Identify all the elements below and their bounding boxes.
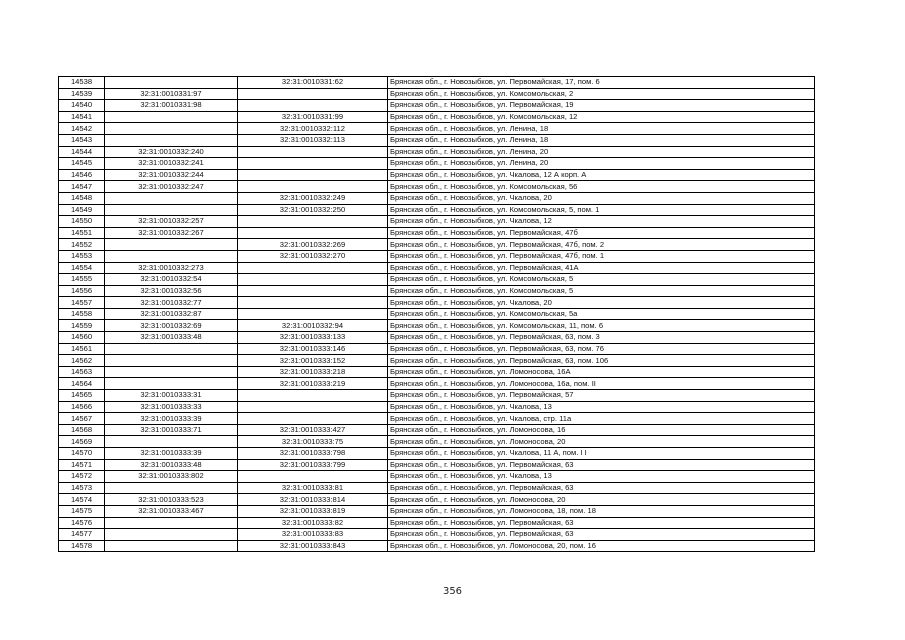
object-cadastral-number-cell bbox=[238, 88, 388, 100]
cadastral-number-cell: 32:31:0010332:56 bbox=[105, 285, 238, 297]
address-cell: Брянская обл., г. Новозыбков, ул. Первомайская, 47б, пом. 2 bbox=[388, 239, 815, 251]
address-cell: Брянская обл., г. Новозыбков, ул. Первомайская, 41А bbox=[388, 262, 815, 274]
address-cell: Брянская обл., г. Новозыбков, ул. Комсомольская, 5, пом. 1 bbox=[388, 204, 815, 216]
cadastral-number-cell: 32:31:0010333:33 bbox=[105, 401, 238, 413]
address-cell: Брянская обл., г. Новозыбков, ул. Первомайская, 63 bbox=[388, 482, 815, 494]
table-row bbox=[59, 88, 815, 100]
row-number-cell: 14576 bbox=[59, 517, 105, 529]
address-cell: Брянская обл., г. Новозыбков, ул. Первомайская, 19 bbox=[388, 100, 815, 112]
object-cadastral-number-cell bbox=[238, 413, 388, 425]
table-row bbox=[59, 540, 815, 552]
table-row bbox=[59, 111, 815, 123]
cadastral-number-cell: 32:31:0010332:87 bbox=[105, 308, 238, 320]
cadastral-number-cell: 32:31:0010332:54 bbox=[105, 274, 238, 286]
table-row bbox=[59, 332, 815, 344]
cadastral-number-cell bbox=[105, 134, 238, 146]
object-cadastral-number-cell: 32:31:0010333:218 bbox=[238, 366, 388, 378]
table-row bbox=[59, 378, 815, 390]
table-row bbox=[59, 471, 815, 483]
table-row bbox=[59, 285, 815, 297]
row-number-cell: 14552 bbox=[59, 239, 105, 251]
cadastral-number-cell: 32:31:0010333:48 bbox=[105, 459, 238, 471]
row-number-cell: 14557 bbox=[59, 297, 105, 309]
address-cell: Брянская обл., г. Новозыбков, ул. Ленина, 20 bbox=[388, 158, 815, 170]
address-cell: Брянская обл., г. Новозыбков, ул. Первомайская, 63, пом. 106 bbox=[388, 355, 815, 367]
row-number-cell: 14549 bbox=[59, 204, 105, 216]
cadastral-number-cell: 32:31:0010332:69 bbox=[105, 320, 238, 332]
table-row bbox=[59, 192, 815, 204]
object-cadastral-number-cell: 32:31:0010333:427 bbox=[238, 424, 388, 436]
cadastral-number-cell: 32:31:0010333:802 bbox=[105, 471, 238, 483]
object-cadastral-number-cell bbox=[238, 285, 388, 297]
object-cadastral-number-cell: 32:31:0010333:146 bbox=[238, 343, 388, 355]
address-cell: Брянская обл., г. Новозыбков, ул. Ленина, 18 bbox=[388, 123, 815, 135]
cadastral-number-cell: 32:31:0010332:241 bbox=[105, 158, 238, 170]
row-number-cell: 14548 bbox=[59, 192, 105, 204]
cadastral-number-cell: 32:31:0010332:77 bbox=[105, 297, 238, 309]
object-cadastral-number-cell: 32:31:0010332:249 bbox=[238, 192, 388, 204]
table-row bbox=[59, 436, 815, 448]
table-row bbox=[59, 505, 815, 517]
row-number-cell: 14538 bbox=[59, 77, 105, 89]
address-cell: Брянская обл., г. Новозыбков, ул. Ломоносова, 16а, пом. II bbox=[388, 378, 815, 390]
table-row bbox=[59, 250, 815, 262]
address-cell: Брянская обл., г. Новозыбков, ул. Ломоносова, 18, пом. 18 bbox=[388, 505, 815, 517]
object-cadastral-number-cell bbox=[238, 181, 388, 193]
row-number-cell: 14569 bbox=[59, 436, 105, 448]
object-cadastral-number-cell bbox=[238, 274, 388, 286]
cadastral-number-cell: 32:31:0010332:257 bbox=[105, 216, 238, 228]
address-cell: Брянская обл., г. Новозыбков, ул. Комсомольская, 2 bbox=[388, 88, 815, 100]
table-row bbox=[59, 262, 815, 274]
row-number-cell: 14564 bbox=[59, 378, 105, 390]
table-row bbox=[59, 274, 815, 286]
object-cadastral-number-cell: 32:31:0010332:94 bbox=[238, 320, 388, 332]
cadastral-number-cell: 32:31:0010332:244 bbox=[105, 169, 238, 181]
object-cadastral-number-cell bbox=[238, 401, 388, 413]
table-row bbox=[59, 355, 815, 367]
row-number-cell: 14573 bbox=[59, 482, 105, 494]
row-number-cell: 14572 bbox=[59, 471, 105, 483]
row-number-cell: 14577 bbox=[59, 529, 105, 541]
table-row bbox=[59, 424, 815, 436]
object-cadastral-number-cell bbox=[238, 169, 388, 181]
row-number-cell: 14551 bbox=[59, 227, 105, 239]
cadastral-number-cell: 32:31:0010333:31 bbox=[105, 390, 238, 402]
address-cell: Брянская обл., г. Новозыбков, ул. Чкалова, 20 bbox=[388, 297, 815, 309]
cadastral-number-cell bbox=[105, 355, 238, 367]
cadastral-number-cell bbox=[105, 204, 238, 216]
address-cell: Брянская обл., г. Новозыбков, ул. Чкалова, стр. 11а bbox=[388, 413, 815, 425]
table-row bbox=[59, 517, 815, 529]
cadastral-number-cell bbox=[105, 529, 238, 541]
address-cell: Брянская обл., г. Новозыбков, ул. Ленина, 18 bbox=[388, 134, 815, 146]
row-number-cell: 14541 bbox=[59, 111, 105, 123]
object-cadastral-number-cell: 32:31:0010333:152 bbox=[238, 355, 388, 367]
object-cadastral-number-cell bbox=[238, 308, 388, 320]
table-row bbox=[59, 239, 815, 251]
cadastral-number-cell bbox=[105, 111, 238, 123]
table-row bbox=[59, 390, 815, 402]
address-cell: Брянская обл., г. Новозыбков, ул. Первомайская, 63, пом. 76 bbox=[388, 343, 815, 355]
address-cell: Брянская обл., г. Новозыбков, ул. Комсомольская, 56 bbox=[388, 181, 815, 193]
page-number: 356 bbox=[442, 586, 463, 597]
row-number-cell: 14558 bbox=[59, 308, 105, 320]
row-number-cell: 14554 bbox=[59, 262, 105, 274]
cadastral-number-cell bbox=[105, 123, 238, 135]
table-row bbox=[59, 181, 815, 193]
table-row bbox=[59, 343, 815, 355]
cadastral-number-cell: 32:31:0010332:267 bbox=[105, 227, 238, 239]
address-cell: Брянская обл., г. Новозыбков, ул. Ломоносова, 20 bbox=[388, 436, 815, 448]
address-cell: Брянская обл., г. Новозыбков, ул. Первомайская, 63 bbox=[388, 459, 815, 471]
table-row bbox=[59, 401, 815, 413]
row-number-cell: 14544 bbox=[59, 146, 105, 158]
address-cell: Брянская обл., г. Новозыбков, ул. Первомайская, 63, пом. 3 bbox=[388, 332, 815, 344]
row-number-cell: 14563 bbox=[59, 366, 105, 378]
object-cadastral-number-cell: 32:31:0010332:269 bbox=[238, 239, 388, 251]
object-cadastral-number-cell: 32:31:0010331:62 bbox=[238, 77, 388, 89]
row-number-cell: 14550 bbox=[59, 216, 105, 228]
address-cell: Брянская обл., г. Новозыбков, ул. Чкалова, 12 А корп. А bbox=[388, 169, 815, 181]
address-cell: Брянская обл., г. Новозыбков, ул. Ломоносова, 20, пом. 16 bbox=[388, 540, 815, 552]
object-cadastral-number-cell: 32:31:0010332:250 bbox=[238, 204, 388, 216]
row-number-cell: 14578 bbox=[59, 540, 105, 552]
address-cell: Брянская обл., г. Новозыбков, ул. Первомайская, 47б, пом. 1 bbox=[388, 250, 815, 262]
object-cadastral-number-cell: 32:31:0010333:219 bbox=[238, 378, 388, 390]
cadastral-number-cell: 32:31:0010333:71 bbox=[105, 424, 238, 436]
cadastral-number-cell bbox=[105, 378, 238, 390]
row-number-cell: 14575 bbox=[59, 505, 105, 517]
row-number-cell: 14545 bbox=[59, 158, 105, 170]
address-cell: Брянская обл., г. Новозыбков, ул. Ломоносова, 16А bbox=[388, 366, 815, 378]
object-cadastral-number-cell: 32:31:0010333:843 bbox=[238, 540, 388, 552]
cadastral-number-cell: 32:31:0010331:97 bbox=[105, 88, 238, 100]
address-cell: Брянская обл., г. Новозыбков, ул. Чкалова, 11 А, пом. I I bbox=[388, 448, 815, 460]
cadastral-number-cell bbox=[105, 192, 238, 204]
object-cadastral-number-cell: 32:31:0010333:81 bbox=[238, 482, 388, 494]
address-cell: Брянская обл., г. Новозыбков, ул. Первомайская, 57 bbox=[388, 390, 815, 402]
cadastral-number-cell bbox=[105, 517, 238, 529]
register-table bbox=[58, 76, 815, 552]
cadastral-number-cell bbox=[105, 239, 238, 251]
cadastral-number-cell bbox=[105, 77, 238, 89]
register-table-body bbox=[59, 77, 815, 552]
table-row bbox=[59, 169, 815, 181]
cadastral-number-cell: 32:31:0010333:467 bbox=[105, 505, 238, 517]
row-number-cell: 14543 bbox=[59, 134, 105, 146]
address-cell: Брянская обл., г. Новозыбков, ул. Чкалова, 13 bbox=[388, 471, 815, 483]
table-row bbox=[59, 494, 815, 506]
row-number-cell: 14565 bbox=[59, 390, 105, 402]
table-row bbox=[59, 77, 815, 89]
row-number-cell: 14556 bbox=[59, 285, 105, 297]
cadastral-number-cell bbox=[105, 250, 238, 262]
row-number-cell: 14560 bbox=[59, 332, 105, 344]
object-cadastral-number-cell bbox=[238, 216, 388, 228]
object-cadastral-number-cell: 32:31:0010332:113 bbox=[238, 134, 388, 146]
cadastral-number-cell: 32:31:0010333:48 bbox=[105, 332, 238, 344]
object-cadastral-number-cell bbox=[238, 390, 388, 402]
address-cell: Брянская обл., г. Новозыбков, ул. Ломоносова, 16 bbox=[388, 424, 815, 436]
object-cadastral-number-cell bbox=[238, 297, 388, 309]
address-cell: Брянская обл., г. Новозыбков, ул. Комсомольская, 12 bbox=[388, 111, 815, 123]
row-number-cell: 14562 bbox=[59, 355, 105, 367]
row-number-cell: 14542 bbox=[59, 123, 105, 135]
table-row bbox=[59, 158, 815, 170]
table-row bbox=[59, 134, 815, 146]
table-row bbox=[59, 529, 815, 541]
address-cell: Брянская обл., г. Новозыбков, ул. Комсомольская, 5 bbox=[388, 285, 815, 297]
table-row bbox=[59, 366, 815, 378]
object-cadastral-number-cell: 32:31:0010333:133 bbox=[238, 332, 388, 344]
table-row bbox=[59, 123, 815, 135]
table-row bbox=[59, 320, 815, 332]
address-cell: Брянская обл., г. Новозыбков, ул. Первомайская, 17, пом. 6 bbox=[388, 77, 815, 89]
cadastral-number-cell bbox=[105, 540, 238, 552]
cadastral-number-cell: 32:31:0010333:39 bbox=[105, 448, 238, 460]
object-cadastral-number-cell: 32:31:0010333:814 bbox=[238, 494, 388, 506]
address-cell: Брянская обл., г. Новозыбков, ул. Комсомольская, 5 bbox=[388, 274, 815, 286]
table-row bbox=[59, 297, 815, 309]
cadastral-number-cell: 32:31:0010332:247 bbox=[105, 181, 238, 193]
row-number-cell: 14539 bbox=[59, 88, 105, 100]
table-row bbox=[59, 482, 815, 494]
object-cadastral-number-cell: 32:31:0010332:270 bbox=[238, 250, 388, 262]
object-cadastral-number-cell: 32:31:0010331:99 bbox=[238, 111, 388, 123]
row-number-cell: 14561 bbox=[59, 343, 105, 355]
address-cell: Брянская обл., г. Новозыбков, ул. Первомайская, 63 bbox=[388, 529, 815, 541]
cadastral-number-cell: 32:31:0010332:273 bbox=[105, 262, 238, 274]
address-cell: Брянская обл., г. Новозыбков, ул. Ленина, 20 bbox=[388, 146, 815, 158]
cadastral-number-cell: 32:31:0010333:523 bbox=[105, 494, 238, 506]
table-row bbox=[59, 227, 815, 239]
cadastral-number-cell: 32:31:0010332:240 bbox=[105, 146, 238, 158]
table-row bbox=[59, 413, 815, 425]
object-cadastral-number-cell: 32:31:0010333:798 bbox=[238, 448, 388, 460]
row-number-cell: 14566 bbox=[59, 401, 105, 413]
cadastral-number-cell bbox=[105, 436, 238, 448]
address-cell: Брянская обл., г. Новозыбков, ул. Первомайская, 63 bbox=[388, 517, 815, 529]
object-cadastral-number-cell bbox=[238, 262, 388, 274]
object-cadastral-number-cell bbox=[238, 471, 388, 483]
cadastral-number-cell bbox=[105, 366, 238, 378]
object-cadastral-number-cell bbox=[238, 227, 388, 239]
address-cell: Брянская обл., г. Новозыбков, ул. Чкалова, 20 bbox=[388, 192, 815, 204]
cadastral-number-cell: 32:31:0010331:98 bbox=[105, 100, 238, 112]
address-cell: Брянская обл., г. Новозыбков, ул. Комсомольская, 11, пом. 6 bbox=[388, 320, 815, 332]
table-row bbox=[59, 459, 815, 471]
object-cadastral-number-cell bbox=[238, 100, 388, 112]
address-cell: Брянская обл., г. Новозыбков, ул. Первомайская, 47б bbox=[388, 227, 815, 239]
table-row bbox=[59, 448, 815, 460]
object-cadastral-number-cell: 32:31:0010333:75 bbox=[238, 436, 388, 448]
object-cadastral-number-cell: 32:31:0010333:819 bbox=[238, 505, 388, 517]
row-number-cell: 14546 bbox=[59, 169, 105, 181]
row-number-cell: 14568 bbox=[59, 424, 105, 436]
cadastral-number-cell bbox=[105, 343, 238, 355]
table-row bbox=[59, 216, 815, 228]
address-cell: Брянская обл., г. Новозыбков, ул. Чкалова, 12 bbox=[388, 216, 815, 228]
cadastral-number-cell: 32:31:0010333:39 bbox=[105, 413, 238, 425]
object-cadastral-number-cell bbox=[238, 158, 388, 170]
table-row bbox=[59, 308, 815, 320]
row-number-cell: 14571 bbox=[59, 459, 105, 471]
object-cadastral-number-cell: 32:31:0010333:83 bbox=[238, 529, 388, 541]
row-number-cell: 14547 bbox=[59, 181, 105, 193]
table-row bbox=[59, 100, 815, 112]
table-row bbox=[59, 146, 815, 158]
row-number-cell: 14570 bbox=[59, 448, 105, 460]
cadastral-number-cell bbox=[105, 482, 238, 494]
table-row bbox=[59, 204, 815, 216]
object-cadastral-number-cell: 32:31:0010333:82 bbox=[238, 517, 388, 529]
object-cadastral-number-cell: 32:31:0010333:799 bbox=[238, 459, 388, 471]
object-cadastral-number-cell bbox=[238, 146, 388, 158]
row-number-cell: 14540 bbox=[59, 100, 105, 112]
address-cell: Брянская обл., г. Новозыбков, ул. Ломоносова, 20 bbox=[388, 494, 815, 506]
row-number-cell: 14559 bbox=[59, 320, 105, 332]
row-number-cell: 14555 bbox=[59, 274, 105, 286]
row-number-cell: 14574 bbox=[59, 494, 105, 506]
address-cell: Брянская обл., г. Новозыбков, ул. Чкалова, 13 bbox=[388, 401, 815, 413]
row-number-cell: 14567 bbox=[59, 413, 105, 425]
row-number-cell: 14553 bbox=[59, 250, 105, 262]
address-cell: Брянская обл., г. Новозыбков, ул. Комсомольская, 5а bbox=[388, 308, 815, 320]
object-cadastral-number-cell: 32:31:0010332:112 bbox=[238, 123, 388, 135]
